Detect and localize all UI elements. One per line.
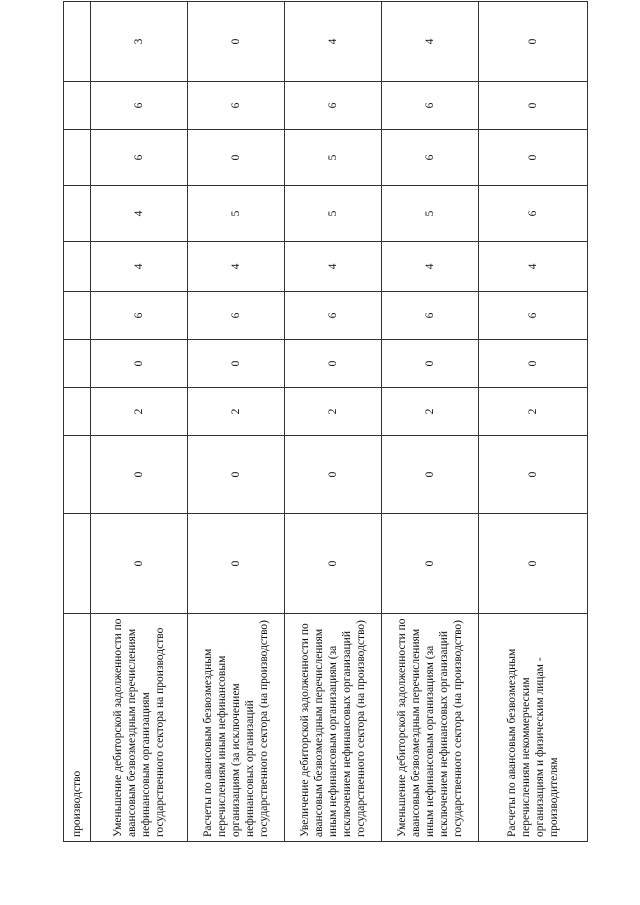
table-cell: 6 — [91, 130, 188, 186]
row-label: Уменьшение дебиторской задолженности по авансовым безвозмездным перечислениям иным нефинансовым организациям (за исключением нефинансовых организаций государственного сектора (на производство) — [382, 614, 479, 842]
table-cell: 0 — [285, 514, 382, 614]
table-cell: 6 — [91, 82, 188, 130]
table-cell: 0 — [91, 436, 188, 514]
table-cell: 6 — [285, 82, 382, 130]
table-cell: 4 — [382, 2, 479, 82]
table-cell — [64, 436, 91, 514]
table-cell: 0 — [188, 514, 285, 614]
row-label: Расчеты по авансовым безвозмездным перечислениям некоммерческим организациям и физическим лицам - производителям — [479, 614, 588, 842]
table-cell — [64, 2, 91, 82]
table-cell: 0 — [285, 340, 382, 388]
table-row — [382, 2, 479, 842]
table-cell: 0 — [285, 436, 382, 514]
table-cell: 4 — [382, 242, 479, 292]
table-cell — [64, 340, 91, 388]
table-cell: 4 — [285, 2, 382, 82]
table-cell: 6 — [382, 292, 479, 340]
table-cell: 0 — [188, 340, 285, 388]
table-cell: 0 — [188, 130, 285, 186]
table-cell: 5 — [285, 130, 382, 186]
table-cell — [64, 186, 91, 242]
row-label: Расчеты по авансовым безвозмездным перечислениям иным нефинансовым организациям (за исключением нефинансовых организаций государственного сектора (на производство) — [188, 614, 285, 842]
table-cell: 5 — [285, 186, 382, 242]
table-cell: 4 — [91, 186, 188, 242]
table-cell: 3 — [91, 2, 188, 82]
table-row — [285, 2, 382, 842]
table-body — [64, 2, 588, 842]
table-cell — [64, 292, 91, 340]
table-cell: 0 — [479, 2, 588, 82]
table-cell: 4 — [188, 242, 285, 292]
table-row — [188, 2, 285, 842]
table-cell: 2 — [382, 388, 479, 436]
table-cell: 4 — [285, 242, 382, 292]
table-cell: 6 — [91, 292, 188, 340]
table-cell: 2 — [479, 388, 588, 436]
table-cell: 4 — [91, 242, 188, 292]
table-cell: 0 — [91, 514, 188, 614]
table-cell: 6 — [188, 82, 285, 130]
table-cell: 4 — [479, 242, 588, 292]
table-cell — [64, 242, 91, 292]
table-row — [479, 2, 588, 842]
table-row — [91, 2, 188, 842]
table-cell: 6 — [479, 186, 588, 242]
table-cell — [64, 388, 91, 436]
table-cell: 5 — [188, 186, 285, 242]
table-cell: 0 — [382, 340, 479, 388]
table-cell — [64, 130, 91, 186]
row-label: Уменьшение дебиторской задолженности по авансовым безвозмездным перечислениям нефинансовым организациям государственного сектора на производство — [91, 614, 188, 842]
table-cell: 2 — [188, 388, 285, 436]
table-cell: 6 — [479, 292, 588, 340]
table-cell: 6 — [188, 292, 285, 340]
row-label: Увеличение дебиторской задолженности по авансовым безвозмездным перечислениям иным нефинансовым организациям (за исключением нефинансовых организаций государственного сектора (на производство) — [285, 614, 382, 842]
table-cell: 6 — [382, 130, 479, 186]
rotated-page — [63, 2, 587, 842]
table-cell: 6 — [382, 82, 479, 130]
table-cell: 2 — [91, 388, 188, 436]
table-cell — [64, 82, 91, 130]
table-cell: 2 — [285, 388, 382, 436]
table-cell — [64, 514, 91, 614]
table-cell: 0 — [479, 340, 588, 388]
table-cell: 5 — [382, 186, 479, 242]
table-cell: 0 — [188, 436, 285, 514]
table-cell: 0 — [479, 130, 588, 186]
table-cell: 0 — [479, 436, 588, 514]
table-cell: 6 — [285, 292, 382, 340]
table-cell: 0 — [91, 340, 188, 388]
table-cell: 0 — [479, 514, 588, 614]
table-row — [64, 2, 91, 842]
table-cell: 0 — [188, 2, 285, 82]
row-label: производство — [64, 614, 91, 842]
table-cell: 0 — [479, 82, 588, 130]
document-table — [63, 1, 588, 842]
table-cell: 0 — [382, 436, 479, 514]
table-cell: 0 — [382, 514, 479, 614]
